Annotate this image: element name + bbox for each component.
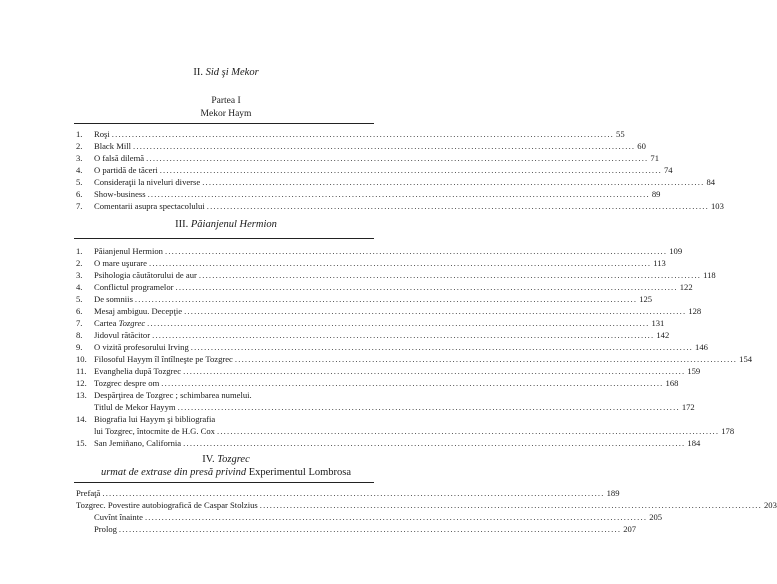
toc-entry [76, 512, 663, 523]
page-number: 131 [651, 318, 665, 328]
entry-number: 11. [76, 366, 87, 376]
toc-entry [76, 342, 708, 353]
subheading-italic: urmat de extrase din presă privind [100, 467, 249, 478]
dot-leader: ...................................................................................................................................................... [164, 246, 668, 256]
entry-number: 3. [76, 153, 83, 163]
entry-number: 8. [76, 330, 83, 340]
toc-entry [76, 177, 716, 188]
entry-title: Prolog [94, 524, 117, 534]
section-number: II. [193, 67, 206, 78]
toc-entry [76, 330, 670, 341]
entry-title-continuation: lui Tozgrec, întocmite de H.G. Cox [94, 426, 215, 436]
toc-entry [76, 354, 753, 365]
toc-entry [76, 246, 683, 257]
entry-title: Jidovul rătăcitor [94, 330, 151, 340]
entry-title: Psihologia căutătorului de aur [94, 270, 197, 280]
divider [74, 482, 374, 483]
entry-title: Prefaţă [76, 488, 101, 498]
dot-leader: ...................................................................................................................................................... [259, 500, 762, 510]
entry-number: 1. [76, 246, 83, 256]
entry-number: 5. [76, 177, 83, 187]
entry-title: Conflictul programelor [94, 282, 174, 292]
page-number: 103 [711, 201, 724, 211]
page-number: 154 [739, 354, 753, 364]
toc-entry [76, 306, 702, 317]
entry-title: Comentarii asupra spectacolului [94, 201, 205, 211]
dot-leader: ...................................................................................................................................................... [148, 258, 652, 268]
page-number: 168 [665, 378, 679, 388]
page-number: 113 [653, 258, 666, 268]
entry-number: 12. [76, 378, 87, 388]
entry-number: 14. [76, 414, 87, 424]
toc-entry [76, 318, 665, 329]
page-number: 189 [606, 488, 620, 498]
entry-number: 2. [76, 258, 83, 268]
entry-number: 10. [76, 354, 87, 364]
toc-entry [76, 524, 637, 535]
entry-number: 7. [76, 201, 83, 211]
entry-number: 15. [76, 438, 87, 448]
entry-title: Mesaj ambiguu. Decepţie [94, 306, 183, 316]
page-number: 142 [656, 330, 670, 340]
entry-title: Despărţirea de Tozgrec ; schimbarea numelui. [94, 390, 252, 400]
subheading-mekor-haym: Mekor Haym [200, 109, 252, 119]
dot-leader: ...................................................................................................................................................... [118, 524, 622, 534]
entry-title: Biografia lui Hayym şi bibliografia [94, 414, 216, 424]
page-number: 89 [651, 189, 661, 199]
entry-title: Tozgrec despre om [94, 378, 160, 388]
dot-leader: ...................................................................................................................................................... [183, 366, 686, 376]
entry-number: 7. [76, 318, 83, 328]
toc-entry [76, 390, 372, 401]
dot-leader: ...................................................................................................................................................... [184, 306, 687, 316]
entry-title: San Jemiñano, California [94, 438, 182, 448]
entry-number: 13. [76, 390, 87, 400]
divider [74, 123, 374, 124]
page-number: 146 [695, 342, 708, 352]
page-number: 205 [649, 512, 663, 522]
entry-number: 9. [76, 342, 83, 352]
dot-leader: ...................................................................................................................................................... [234, 354, 738, 364]
toc-entry-continuation [94, 402, 695, 413]
toc-entry [76, 141, 646, 152]
page-number: 172 [681, 402, 695, 412]
toc-entry [76, 488, 620, 499]
toc-entry [76, 366, 701, 377]
toc-entry [76, 201, 724, 212]
entry-title: O falsă dilemă [94, 153, 145, 163]
toc-entry-continuation [94, 426, 735, 437]
toc-entry [76, 153, 659, 164]
dot-leader: ...................................................................................................................................................... [102, 488, 605, 498]
page-number: 159 [687, 366, 701, 376]
entry-title-text: Cartea [94, 318, 119, 328]
dot-leader: ...................................................................................................................................................... [183, 438, 686, 448]
entry-number: 6. [76, 306, 83, 316]
page-number: 55 [616, 129, 625, 139]
entry-number: 6. [76, 189, 83, 199]
entry-number: 3. [76, 270, 83, 280]
dot-leader: ...................................................................................................................................................... [144, 512, 648, 522]
page-number: 128 [688, 306, 702, 316]
toc-entry [76, 414, 372, 425]
dot-leader: ...................................................................................................................................................... [198, 270, 702, 280]
entry-title: Păianjenul Hermion [94, 246, 163, 256]
entry-title: Tozgrec. Povestire autobiografică de Caspar Stolzius [76, 500, 258, 510]
page-number: 122 [679, 282, 693, 292]
entry-title: O vizită profesorului Irving [94, 342, 189, 352]
dot-leader: ...................................................................................................................................................... [175, 282, 678, 292]
section-number: III. [175, 219, 191, 230]
page-number: 71 [650, 153, 659, 163]
page-number: 184 [687, 438, 701, 448]
dot-leader: ...................................................................................................................................................... [159, 165, 662, 175]
entry-title: Filosoful Hayym îl întîlneşte pe Tozgrec [94, 354, 233, 364]
toc-entry [76, 129, 625, 140]
page-number: 118 [703, 270, 716, 280]
toc-entry [76, 258, 666, 269]
entry-title: Roşi [94, 129, 110, 139]
dot-leader: ...................................................................................................................................................... [190, 342, 694, 352]
entry-title: O partidă de tăceri [94, 165, 158, 175]
section-heading-part2 [0, 67, 452, 79]
entry-number: 2. [76, 141, 83, 151]
toc-entry [76, 500, 777, 511]
section-title: Sid şi Mekor [205, 67, 259, 78]
entry-number: 4. [76, 165, 83, 175]
dot-leader: ...................................................................................................................................................... [177, 402, 680, 412]
entry-number: 4. [76, 282, 83, 292]
toc-entry [76, 165, 673, 176]
entry-number: 5. [76, 294, 83, 304]
dot-leader: ...................................................................................................................................................... [202, 177, 705, 187]
dot-leader: ...................................................................................................................................................... [152, 330, 655, 340]
entry-title-continuation: Titlul de Mekor Hayym [94, 402, 176, 412]
entry-title-italic: Tozgrec [118, 318, 146, 328]
page-number: 125 [639, 294, 653, 304]
entry-title: Black Mill [94, 141, 131, 151]
section-title: Păianjenul Hermion [190, 219, 277, 230]
entry-title: Cuvînt înainte [94, 512, 143, 522]
entry-title: De somniis [94, 294, 133, 304]
page-number: 60 [637, 141, 646, 151]
dot-leader: ...................................................................................................................................................... [111, 129, 615, 139]
toc-entry [76, 189, 661, 200]
toc-entry [76, 294, 653, 305]
page-number: 74 [663, 165, 673, 175]
dot-leader: ...................................................................................................................................................... [134, 294, 638, 304]
entry-title: Show-business [94, 189, 146, 199]
toc-entry [76, 438, 701, 449]
dot-leader: ...................................................................................................................................................... [147, 318, 650, 328]
dot-leader: ...................................................................................................................................................... [146, 153, 649, 163]
page-number: 84 [706, 177, 716, 187]
page-number: 178 [721, 426, 735, 436]
subheading-roman: Experimentul Lombrosa [248, 467, 352, 478]
dot-leader: ...................................................................................................................................................... [147, 189, 650, 199]
toc-entry [76, 282, 693, 293]
dot-leader: ...................................................................................................................................................... [206, 201, 709, 211]
section-heading-part4 [0, 454, 452, 466]
entry-number: 1. [76, 129, 83, 139]
toc-entry [76, 270, 716, 281]
section-number: IV. [202, 454, 218, 465]
dot-leader: ...................................................................................................................................................... [133, 141, 636, 151]
section-title: Tozgrec [217, 454, 250, 465]
dot-leader: ...................................................................................................................................................... [216, 426, 720, 436]
subheading-partea: Partea I [211, 96, 241, 106]
entry-title: Consideraţii la niveluri diverse [94, 177, 201, 187]
entry-title: O mare uşurare [94, 258, 147, 268]
page-number: 207 [623, 524, 637, 534]
section-heading-part3 [0, 219, 452, 231]
page-number: 109 [669, 246, 683, 256]
entry-title [94, 318, 145, 329]
toc-entry [76, 378, 679, 389]
divider [74, 238, 374, 239]
entry-title: Evanghelia după Tozgrec [94, 366, 182, 376]
page-number: 203 [764, 500, 777, 510]
section-subheading-part4 [0, 467, 452, 479]
dot-leader: ...................................................................................................................................................... [161, 378, 664, 388]
